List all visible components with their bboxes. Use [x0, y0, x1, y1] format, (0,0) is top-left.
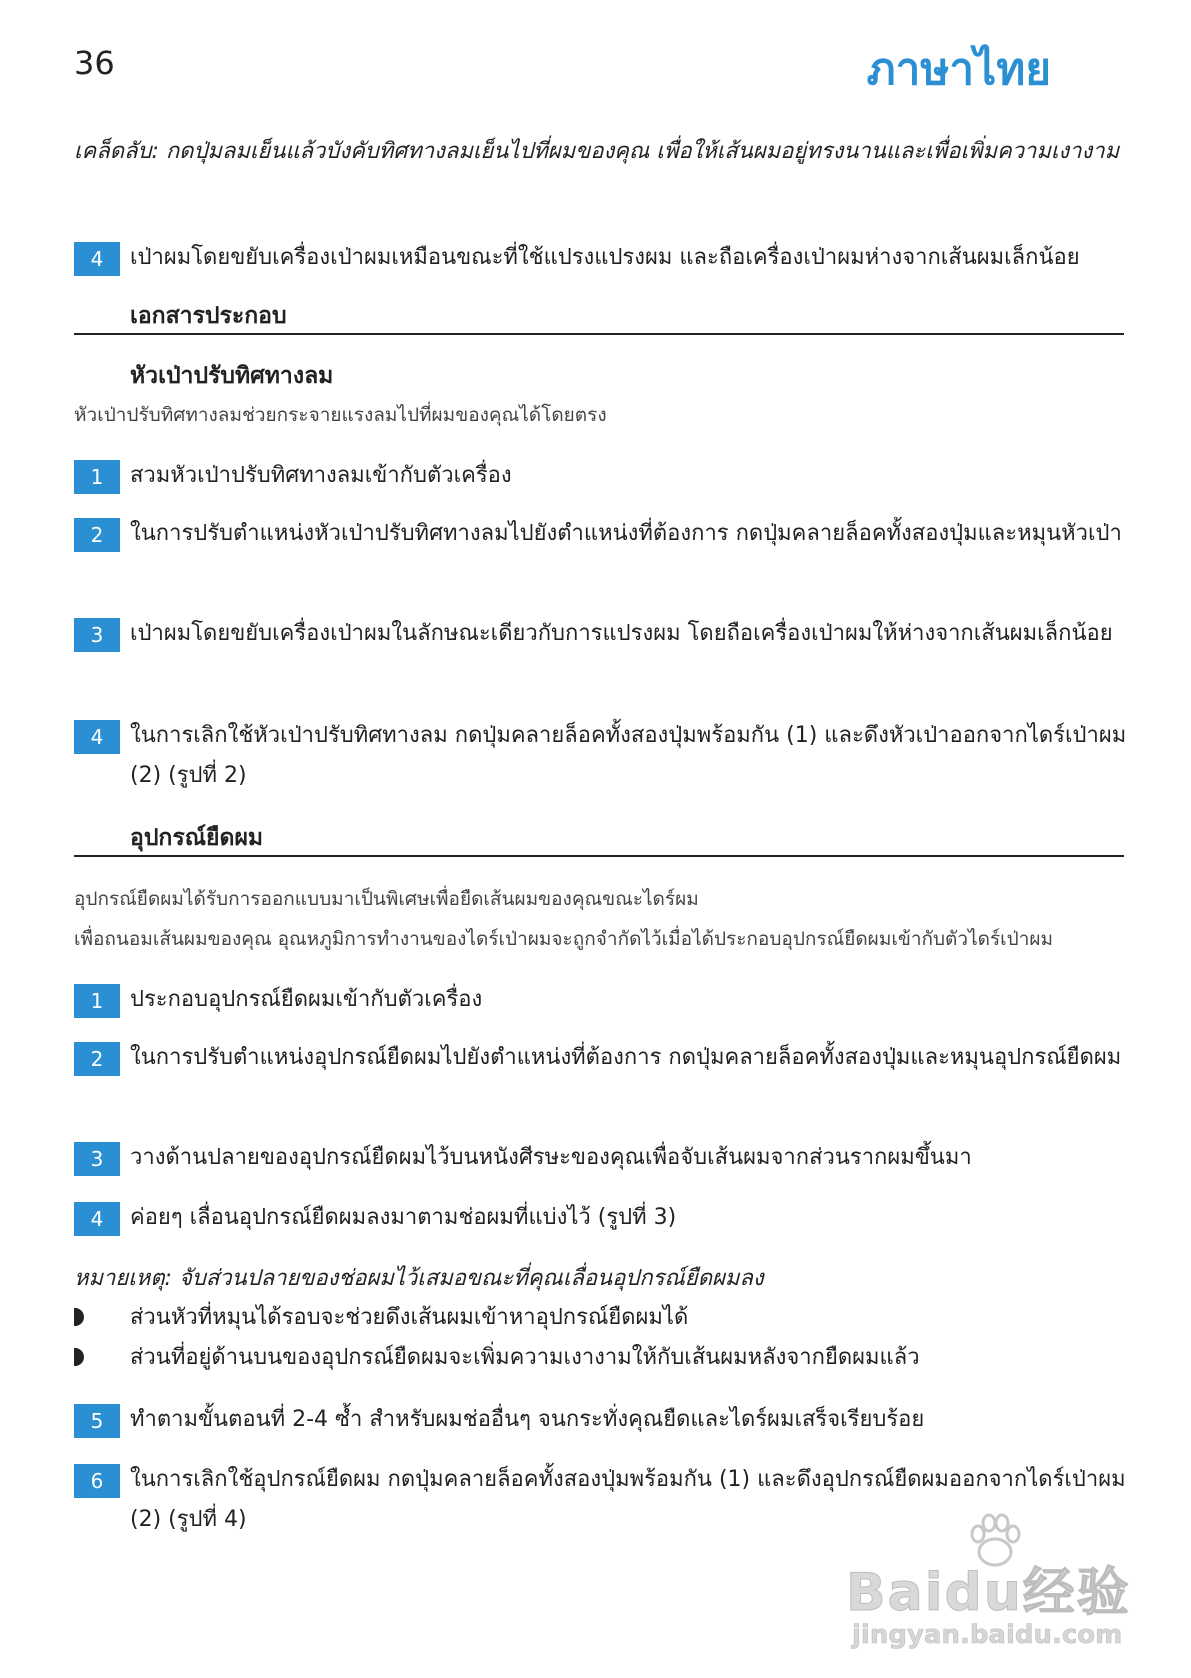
bullet-text: ส่วนหัวที่หมุนได้รอบจะช่วยดึงเส้นผมเข้าหาอุปกรณ์ยืดผมได้ — [130, 1305, 689, 1330]
tip-text: เคล็ดลับ: กดปุ่มลมเย็นแล้วบังคับทิศทางลมเย็นไปที่ผมของคุณ เพื่อให้เส้นผมอยู่ทรงนานและเพื่อเพิ่มความเงางาม — [74, 139, 1120, 164]
step-text: ค่อยๆ เลื่อนอุปกรณ์ยืดผมลงมาตามช่อผมที่แบ่งไว้ (รูปที่ 3) — [130, 1205, 677, 1230]
step-item — [74, 1400, 1134, 1434]
step-text: ในการเลิกใช้อุปกรณ์ยืดผม กดปุ่มคลายล็อคทั้งสองปุ่มพร้อมกัน (1) และดึงอุปกรณ์ยืดผมออกจากไดร์เป่าผม (2) (รูปที่ 4) — [130, 1467, 1126, 1532]
bullet-icon — [74, 1308, 84, 1326]
straightener-description-1: อุปกรณ์ยืดผมได้รับการออกแบบมาเป็นพิเศษเพื่อยืดเส้นผมของคุณขณะไดร์ผม — [74, 888, 699, 910]
step-number: 5 — [74, 1404, 120, 1438]
page-number: 36 — [74, 44, 115, 82]
step-item — [74, 238, 1134, 272]
concentrator-description: หัวเป่าปรับทิศทางลมช่วยกระจายแรงลมไปที่ผมของคุณได้โดยตรง — [74, 404, 607, 426]
watermark — [846, 1510, 1146, 1660]
step-item — [74, 614, 1134, 648]
bullet-text: ส่วนที่อยู่ด้านบนของอุปกรณ์ยืดผมจะเพิ่มความเงางามให้กับเส้นผมหลังจากยืดผมแล้ว — [130, 1345, 920, 1370]
step-item — [74, 1198, 1134, 1232]
step-text: วางด้านปลายของอุปกรณ์ยืดผมไว้บนหนังศีรษะของคุณเพื่อจับเส้นผมจากส่วนรากผมขึ้นมา — [130, 1145, 972, 1170]
step-item — [74, 1138, 1134, 1172]
step-number: 6 — [74, 1464, 120, 1498]
step-text: ในการเลิกใช้หัวเป่าปรับทิศทางลม กดปุ่มคลายล็อคทั้งสองปุ่มพร้อมกัน (1) และดึงหัวเป่าออกจากไดร์เป่าผม (2) (รูปที่ 2) — [130, 723, 1127, 788]
step-number: 2 — [74, 1042, 120, 1076]
bullet-icon — [74, 1348, 84, 1366]
step-text: เป่าผมโดยขยับเครื่องเป่าผมเหมือนขณะที่ใช้แปรงแปรงผม และถือเครื่องเป่าผมห่างจากเส้นผมเล็กน้อย — [130, 245, 1080, 270]
step-item — [74, 514, 1134, 548]
step-number: 4 — [74, 242, 120, 276]
step-item — [74, 1038, 1134, 1072]
step-item — [74, 716, 1134, 788]
step-text: เป่าผมโดยขยับเครื่องเป่าผมในลักษณะเดียวกับการแปรงผม โดยถือเครื่องเป่าผมให้ห่างจากเส้นผมเล็กน้อย — [130, 621, 1113, 646]
section-divider — [74, 333, 1124, 335]
step-item — [74, 980, 1134, 1014]
subheading-concentrator: หัวเป่าปรับทิศทางลม — [130, 363, 334, 389]
watermark-url: jingyan.baidu.com — [852, 1620, 1123, 1650]
step-number: 1 — [74, 460, 120, 494]
note-text: หมายเหตุ: จับส่วนปลายของช่อผมไว้เสมอขณะที่คุณเลื่อนอุปกรณ์ยืดผมลง — [74, 1266, 764, 1291]
language-title: ภาษาไทย — [866, 44, 1051, 95]
step-text: ในการปรับตำแหน่งอุปกรณ์ยืดผมไปยังตำแหน่งที่ต้องการ กดปุ่มคลายล็อคทั้งสองปุ่มและหมุนอุปกรณ์ยืดผม — [130, 1045, 1122, 1070]
subheading-straightener: อุปกรณ์ยืดผม — [130, 825, 264, 851]
step-item — [74, 456, 1134, 490]
step-text: ทำตามขั้นตอนที่ 2-4 ซ้ำ สำหรับผมช่ออื่นๆ จนกระทั่งคุณยืดและไดร์ผมเสร็จเรียบร้อย — [130, 1407, 925, 1432]
straightener-description-2: เพื่อถนอมเส้นผมของคุณ อุณหภูมิการทำงานของไดร์เป่าผมจะถูกจำกัดไว้เมื่อได้ประกอบอุปกรณ์ยืดผมเข้ากับตัวไดร์เป่าผม — [74, 928, 1054, 950]
step-number: 2 — [74, 518, 120, 552]
step-number: 3 — [74, 618, 120, 652]
watermark-brand: Baidu经验 — [846, 1563, 1131, 1623]
step-number: 3 — [74, 1142, 120, 1176]
step-number: 4 — [74, 720, 120, 754]
step-number: 1 — [74, 984, 120, 1018]
step-text: ประกอบอุปกรณ์ยืดผมเข้ากับตัวเครื่อง — [130, 987, 483, 1012]
section-heading-accessories: เอกสารประกอบ — [130, 303, 287, 329]
step-item — [74, 1460, 1134, 1532]
step-number: 4 — [74, 1202, 120, 1236]
step-text: ในการปรับตำแหน่งหัวเป่าปรับทิศทางลมไปยังตำแหน่งที่ต้องการ กดปุ่มคลายล็อคทั้งสองปุ่มและหมุนหัวเป่า — [130, 521, 1122, 546]
section-divider — [74, 855, 1124, 857]
step-text: สวมหัวเป่าปรับทิศทางลมเข้ากับตัวเครื่อง — [130, 463, 512, 488]
